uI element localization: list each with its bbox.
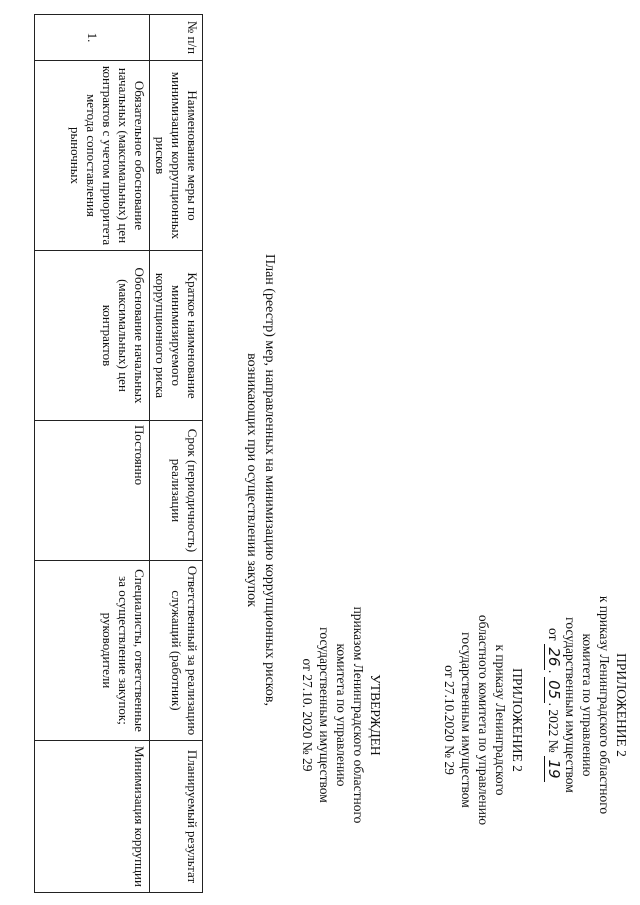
handwritten-number: 19 (544, 756, 562, 782)
approved-line: от 27.10. 2020 № 29 (300, 658, 315, 772)
header-measure: Наименование меры по минимизации коррупционных рисков (150, 61, 203, 251)
cell-responsible: Специалисты, ответственные за осуществление закупок; руководители (35, 561, 150, 741)
appendix-previous-line: областного комитета по управлению (476, 614, 491, 826)
appendix-previous-line: от 27.10.2020 № 29 (442, 665, 457, 775)
appendix-previous-line: к приказу Ленинградского (493, 644, 508, 796)
handwritten-day: 26 (544, 644, 562, 670)
date-prefix: от (546, 628, 561, 641)
document-title (242, 200, 278, 760)
appendix-current-line: к приказу Ленинградского областного (597, 595, 612, 815)
appendix-previous-line: государственным имуществом (459, 632, 474, 808)
header-number: № п/п (150, 15, 203, 61)
appendix-current-line: комитета по управлению (580, 633, 595, 777)
cell-measure: Обязательное обоснование начальных (максимальных) цен контрактов с учетом приоритета метода сопоставления рыночных (35, 61, 150, 251)
approved-heading: УТВЕРЖДЕН (368, 674, 383, 756)
appendix-previous-heading: ПРИЛОЖЕНИЕ 2 (510, 668, 525, 772)
appendix-current-heading: ПРИЛОЖЕНИЕ 2 (614, 653, 629, 757)
measures-table (34, 14, 203, 893)
cell-number: 1. (35, 15, 150, 61)
header-result: Планируемый результат (150, 741, 203, 893)
document-title-line2: возникающих при осуществлении закупок (244, 353, 259, 607)
appendix-current-line: государственным имуществом (563, 617, 578, 793)
header-responsible: Ответственный за реализацию служащий (работник) (150, 561, 203, 741)
cell-risk: Обоснование начальных (максимальных) цен контрактов (35, 251, 150, 421)
document-title-line1: План (реестр) мер, направленных на минимизацию коррупционных рисков, (262, 254, 277, 706)
approved-block (299, 545, 384, 885)
table-header-row (150, 15, 203, 893)
cell-deadline: Постоянно (35, 421, 150, 561)
handwritten-month: 05 (544, 677, 562, 703)
approved-line: комитета по управлению (334, 643, 349, 787)
appendix-previous (441, 560, 526, 880)
header-risk: Краткое наименование минимизируемого коррупционного риска (150, 251, 203, 421)
table-row (35, 15, 150, 893)
year-text: 2022 № (546, 709, 561, 753)
approved-line: государственным имуществом (317, 627, 332, 803)
header-deadline: Срок (периодичность) реализации (150, 421, 203, 561)
appendix-current (544, 520, 630, 890)
appendix-current-date: от 26. 05. 2022 № 19 (544, 520, 562, 890)
cell-result: Минимизация коррупции (35, 741, 150, 893)
approved-line: приказом Ленинградского областного (351, 606, 366, 824)
